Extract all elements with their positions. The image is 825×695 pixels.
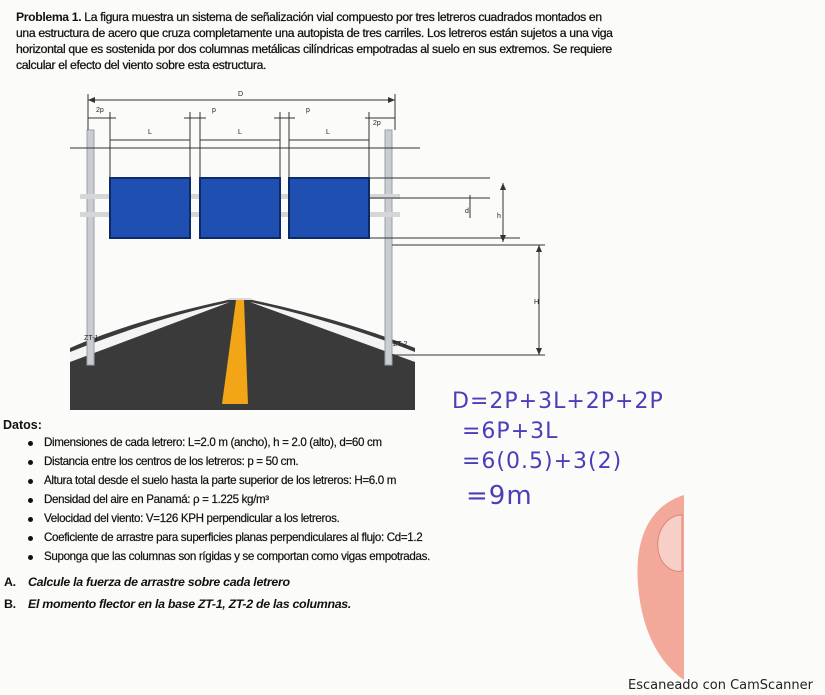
- handwriting-line-3: =6(0.5)+3(2): [462, 449, 623, 474]
- finger-photo: [612, 495, 684, 680]
- question-marker: B.: [4, 597, 16, 611]
- dim-L2-label: L: [238, 129, 242, 136]
- datos-item: Suponga que las columnas son rígidas y se comportan como vigas empotradas.: [22, 547, 430, 566]
- sign-3: [289, 178, 369, 238]
- dim-d-label: d: [465, 208, 469, 215]
- question-text: Calcule la fuerza de arrastre sobre cada letrero: [28, 575, 290, 589]
- datos-heading: Datos:: [3, 418, 42, 432]
- dim-L3-label: L: [326, 129, 330, 136]
- dim-L1-label: L: [148, 129, 152, 136]
- handwriting-line-4: =9m: [466, 481, 533, 511]
- dim-D-label: D: [238, 91, 244, 98]
- scanner-watermark: Escaneado con CamScanner: [627, 678, 813, 693]
- dim-2p-left-label: 2p: [96, 107, 104, 114]
- handwriting-line-1: D=2P+3L+2P+2P: [452, 389, 664, 414]
- question-text: El momento flector en la base ZT-1, ZT-2 de las columnas.: [28, 597, 352, 611]
- datos-item: Densidad del aire en Panamá: ρ = 1.225 kg/m³: [22, 490, 430, 509]
- datos-item: Distancia entre los centros de los letreros: p = 50 cm.: [22, 452, 430, 471]
- column-left: [87, 130, 94, 365]
- column-right: [385, 130, 392, 365]
- sign-1: [110, 178, 190, 238]
- problem-text: La figura muestra un sistema de señalización vial compuesto por tres letreros cuadrados montados en una estructura de acero que cruza completamente una autopista de tres carriles. Los letreros están sujetos a una viga horizontal que es sostenida por dos columnas metálicas cilíndricas empotradas al suelo en sus extremos. Se requiere calcular el efecto del viento sobre esta estructura.: [16, 10, 613, 72]
- dim-h-label: h: [497, 213, 501, 220]
- dim-p1-label: p: [212, 107, 216, 114]
- column-right-label: ZT-2: [393, 341, 408, 348]
- dim-2p-right-label: 2p: [373, 120, 381, 127]
- question-a: [4, 571, 351, 593]
- question-b: [4, 593, 351, 615]
- problem-label: Problema 1.: [16, 10, 82, 24]
- datos-item: Dimensiones de cada letrero: L=2.0 m (ancho), h = 2.0 (alto), d=60 cm: [22, 433, 430, 452]
- datos-list: [22, 433, 430, 566]
- datos-item: Coeficiente de arrastre para superficies planas perpendiculares al flujo: Cd=1.2: [22, 528, 430, 547]
- dim-p2-label: p: [306, 107, 310, 114]
- column-left-label: ZT-1: [84, 335, 99, 342]
- handwriting-line-2: =6P+3L: [462, 419, 559, 444]
- questions-list: [4, 571, 351, 615]
- sign-2: [200, 178, 280, 238]
- dim-H-label: H: [534, 299, 540, 306]
- datos-item: Velocidad del viento: V=126 KPH perpendicular a los letreros.: [22, 509, 430, 528]
- question-marker: A.: [4, 575, 16, 589]
- datos-item: Altura total desde el suelo hasta la parte superior de los letreros: H=6.0 m: [22, 471, 430, 490]
